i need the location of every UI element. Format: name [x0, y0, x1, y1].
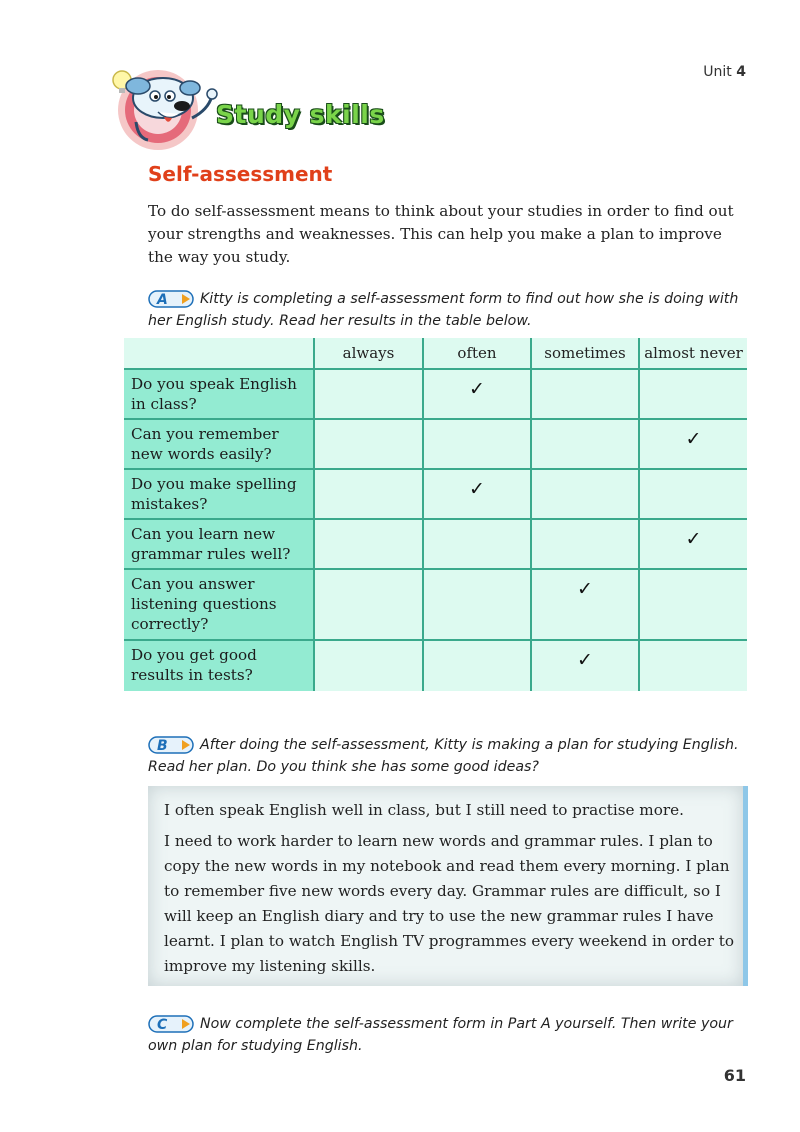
unit-label-text: Unit	[703, 64, 732, 80]
answer-cell	[531, 469, 639, 519]
dog-mascot-icon	[108, 60, 226, 152]
part-a-badge-letter: A	[157, 292, 168, 308]
part-c-badge-letter: C	[157, 1017, 168, 1033]
table-row	[124, 469, 747, 519]
plan-paragraph-1: I often speak English well in class, but I still need to practise more.	[164, 801, 684, 819]
answer-cell	[531, 369, 639, 419]
part-b-badge-icon	[148, 736, 194, 754]
part-a-badge-icon	[148, 290, 194, 308]
check-mark-icon: ✓	[531, 569, 639, 640]
answer-cell	[639, 640, 747, 691]
part-b-instruction	[148, 734, 758, 778]
answer-cell	[314, 519, 423, 569]
answer-cell	[314, 369, 423, 419]
unit-number: 4	[736, 64, 746, 80]
answer-cell	[639, 369, 747, 419]
part-b-instruction-text: After doing the self-assessment, Kitty is making a plan for studying English. Read her plan. Do you think she has some good ideas?	[148, 737, 739, 775]
answer-cell	[314, 419, 423, 469]
answer-cell	[314, 469, 423, 519]
question-cell: Do you get good results in tests?	[124, 640, 314, 691]
table-row	[124, 569, 747, 640]
part-b-badge-letter: B	[157, 738, 168, 754]
answer-cell	[314, 569, 423, 640]
question-cell: Can you learn new grammar rules well?	[124, 519, 314, 569]
question-cell: Can you remember new words easily?	[124, 419, 314, 469]
part-c-badge-icon	[148, 1015, 194, 1033]
check-mark-icon: ✓	[639, 419, 747, 469]
answer-cell	[639, 569, 747, 640]
check-mark-icon: ✓	[639, 519, 747, 569]
check-mark-icon: ✓	[531, 640, 639, 691]
table-header-blank	[124, 338, 314, 369]
answer-cell	[531, 419, 639, 469]
part-c-instruction-text: Now complete the self-assessment form in Part A yourself. Then write your own plan for studying English.	[148, 1016, 733, 1054]
self-assessment-table	[124, 338, 747, 691]
unit-label	[703, 64, 746, 80]
table-row	[124, 519, 747, 569]
column-header-often: often	[423, 338, 531, 369]
answer-cell	[423, 640, 531, 691]
answer-cell	[423, 519, 531, 569]
part-a-instruction	[148, 288, 758, 332]
check-mark-icon: ✓	[423, 469, 531, 519]
part-c-instruction	[148, 1013, 758, 1057]
section-heading: Self-assessment	[148, 162, 333, 186]
page-number: 61	[723, 1066, 746, 1085]
study-plan-box	[148, 786, 748, 986]
question-cell: Do you speak English in class?	[124, 369, 314, 419]
column-header-sometimes: sometimes	[531, 338, 639, 369]
part-c-badge	[148, 1015, 194, 1033]
part-a-badge	[148, 290, 194, 308]
intro-paragraph: To do self-assessment means to think about your studies in order to find out your strengths and weaknesses. This can help you make a plan to improve the way you study.	[148, 202, 734, 266]
part-a-instruction-text: Kitty is completing a self-assessment form to find out how she is doing with her English study. Read her results in the table below.	[148, 291, 739, 329]
answer-cell	[314, 640, 423, 691]
answer-cell	[423, 419, 531, 469]
answer-cell	[423, 569, 531, 640]
question-cell: Can you answer listening questions correctly?	[124, 569, 314, 640]
table-row	[124, 369, 747, 419]
table-row	[124, 640, 747, 691]
column-header-always: always	[314, 338, 423, 369]
banner-title: Study skills	[216, 100, 385, 129]
plan-paragraph-2: I need to work harder to learn new words and grammar rules. I plan to copy the new words in my notebook and read them every morning. I plan to remember five new words every day. Grammar rules are difficult, so I will keep an English diary and try to use the new grammar rules I have learnt. I plan to watch English TV programmes every weekend in order to improve my listening skills.	[164, 832, 734, 975]
table-header-row	[124, 338, 747, 369]
question-cell: Do you make spelling mistakes?	[124, 469, 314, 519]
check-mark-icon: ✓	[423, 369, 531, 419]
answer-cell	[639, 469, 747, 519]
answer-cell	[531, 519, 639, 569]
part-b-badge	[148, 736, 194, 754]
table-row	[124, 419, 747, 469]
column-header-almost-never: almost never	[639, 338, 747, 369]
